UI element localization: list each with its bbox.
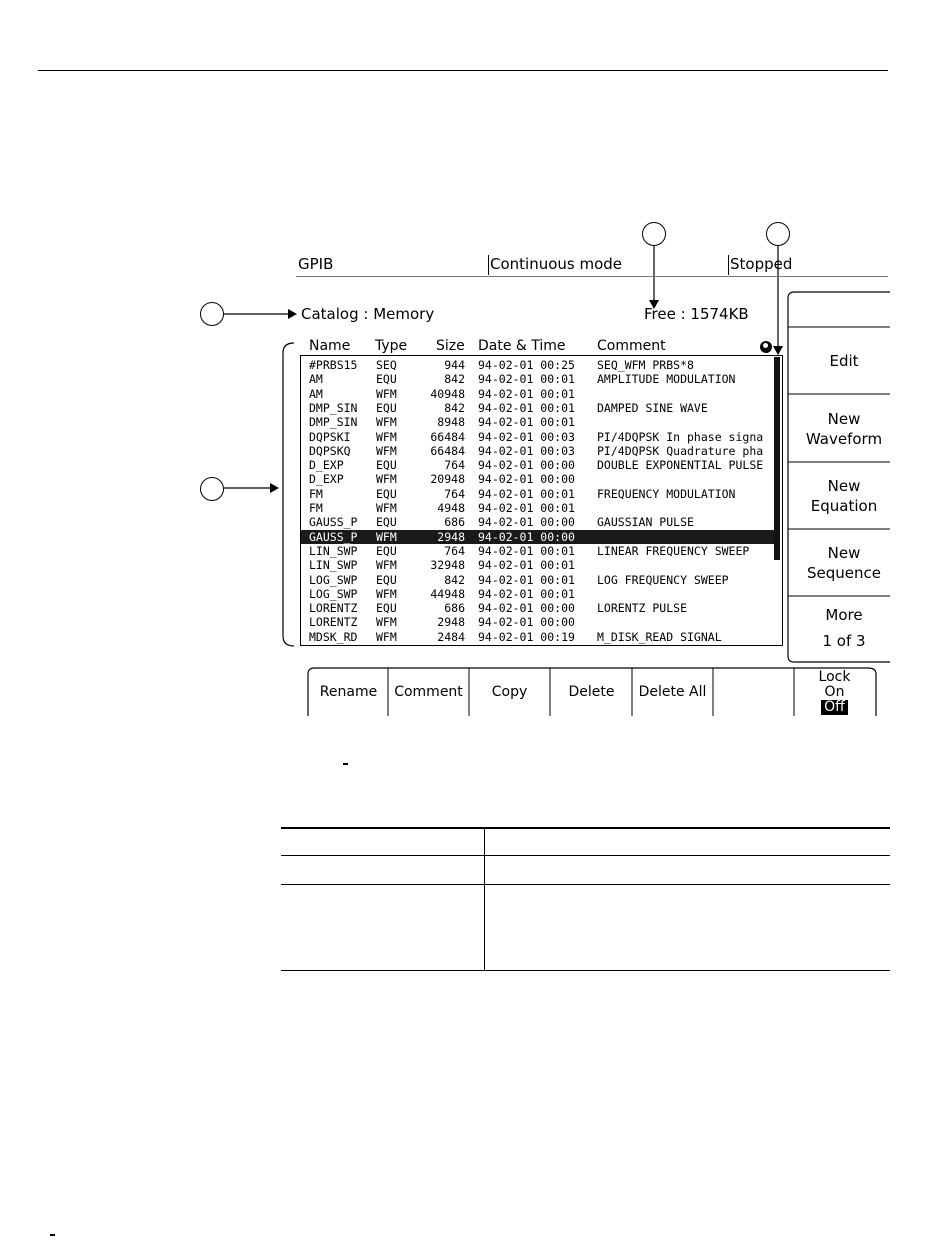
file-row[interactable] — [301, 601, 774, 615]
file-row[interactable] — [301, 358, 774, 372]
file-row[interactable] — [301, 615, 774, 629]
stray-mark — [343, 763, 348, 765]
column-header-type: Type — [375, 338, 408, 354]
file-type: WFM — [376, 529, 397, 544]
copy-label: Copy — [491, 684, 528, 700]
file-size: 40948 — [430, 386, 465, 401]
file-size: 44948 — [430, 586, 465, 601]
file-date: 94-02-01 00:01 — [478, 486, 575, 501]
file-date: 94-02-01 00:03 — [478, 429, 575, 444]
file-date: 94-02-01 00:01 — [478, 415, 575, 430]
file-name: GAUSS_P — [309, 515, 358, 530]
file-comment: SEQ_WFM PRBS*8 — [597, 358, 694, 372]
new-equation-label-1: New — [827, 477, 861, 495]
file-comment: DAMPED SINE WAVE — [597, 400, 708, 415]
file-row[interactable] — [301, 387, 774, 401]
file-size: 686 — [444, 601, 465, 616]
empty-softkey[interactable] — [713, 668, 794, 716]
lock-on-option: On — [824, 683, 845, 700]
file-comment: LORENTZ PULSE — [597, 601, 688, 616]
file-type: WFM — [376, 615, 397, 630]
file-type: WFM — [376, 501, 397, 515]
file-name: LORENTZ — [309, 601, 358, 616]
file-row[interactable] — [301, 472, 774, 486]
status-bar-underline — [296, 276, 888, 277]
file-size: 20948 — [430, 472, 465, 487]
lock-label: Lock — [818, 668, 851, 685]
file-type: WFM — [376, 429, 397, 444]
file-date: 94-02-01 00:25 — [478, 358, 575, 372]
file-size: 764 — [444, 543, 465, 558]
file-name: D_EXP — [309, 458, 344, 473]
catalog-title: Catalog : Memory — [301, 305, 435, 323]
file-date: 94-02-01 00:00 — [478, 472, 575, 487]
file-date: 94-02-01 00:01 — [478, 372, 575, 387]
file-type: EQU — [376, 601, 397, 616]
file-type: WFM — [376, 415, 397, 430]
file-date: 94-02-01 00:01 — [478, 572, 575, 587]
file-row[interactable] — [301, 587, 774, 601]
edit-button[interactable] — [788, 328, 900, 394]
free-memory: Free : 1574KB — [644, 305, 749, 323]
file-type: SEQ — [376, 358, 397, 372]
file-size: 842 — [444, 400, 465, 415]
file-type: EQU — [376, 400, 397, 415]
new-equation-button[interactable] — [788, 463, 900, 529]
copy-button[interactable] — [469, 668, 550, 716]
file-type: WFM — [376, 558, 397, 573]
file-size: 2948 — [437, 615, 465, 630]
comment-button[interactable] — [388, 668, 469, 716]
file-name: DMP_SIN — [309, 400, 358, 415]
file-date: 94-02-01 00:00 — [478, 529, 575, 544]
new-sequence-button[interactable] — [788, 530, 900, 596]
more-label: More — [825, 606, 863, 624]
rename-button[interactable] — [308, 668, 389, 716]
lock-indicator-icon — [760, 341, 772, 353]
file-date: 94-02-01 00:03 — [478, 443, 575, 458]
file-type: EQU — [376, 372, 397, 387]
new-waveform-button[interactable] — [788, 395, 900, 462]
status-divider — [728, 255, 729, 275]
file-type: EQU — [376, 515, 397, 530]
delete-all-label: Delete All — [638, 684, 707, 700]
file-name: AM — [309, 372, 323, 387]
file-row[interactable] — [301, 530, 774, 544]
file-name: FM — [309, 501, 323, 515]
new-waveform-label-2: Waveform — [805, 429, 883, 448]
file-size: 686 — [444, 515, 465, 530]
file-date: 94-02-01 00:01 — [478, 586, 575, 601]
file-size: 4948 — [437, 501, 465, 515]
comment-label: Comment — [394, 684, 463, 700]
file-name: D_EXP — [309, 472, 344, 487]
file-size: 66484 — [430, 429, 465, 444]
file-size: 2484 — [437, 629, 465, 644]
file-name: LORENTZ — [309, 615, 358, 630]
file-size: 2948 — [437, 529, 465, 544]
column-header-comment: Comment — [597, 338, 666, 354]
file-type: EQU — [376, 572, 397, 587]
file-row[interactable] — [301, 515, 774, 529]
file-date: 94-02-01 00:00 — [478, 458, 575, 473]
delete-button[interactable] — [551, 668, 632, 716]
file-size: 944 — [444, 358, 465, 372]
file-size: 842 — [444, 572, 465, 587]
file-row[interactable] — [301, 544, 774, 558]
column-header-size: Size — [436, 338, 465, 354]
file-date: 94-02-01 00:01 — [478, 558, 575, 573]
file-name: LIN_SWP — [309, 543, 358, 558]
column-header-date: Date & Time — [478, 338, 566, 354]
file-size: 764 — [444, 458, 465, 473]
file-date: 94-02-01 00:01 — [478, 386, 575, 401]
status-run-state: Stopped — [730, 255, 793, 273]
file-comment: PI/4DQPSK Quadrature pha — [597, 443, 764, 458]
table-column-divider — [484, 828, 485, 970]
delete-label: Delete — [568, 684, 615, 700]
file-row[interactable] — [301, 444, 774, 458]
file-row[interactable] — [301, 401, 774, 415]
file-type: WFM — [376, 386, 397, 401]
file-type: EQU — [376, 486, 397, 501]
file-date: 94-02-01 00:00 — [478, 601, 575, 616]
new-sequence-label-1: New — [827, 544, 861, 562]
file-row[interactable] — [301, 372, 774, 386]
more-page-indicator: 1 of 3 — [822, 632, 866, 650]
file-name: MDSK_RD — [309, 629, 358, 644]
status-mode: Continuous mode — [490, 255, 623, 273]
rename-label: Rename — [319, 684, 378, 700]
file-row[interactable] — [301, 430, 774, 444]
file-comment: LOG FREQUENCY SWEEP — [597, 572, 729, 587]
file-date: 94-02-01 00:00 — [478, 615, 575, 630]
table-header-rule — [281, 855, 890, 856]
table-row-rule — [281, 884, 890, 885]
file-date: 94-02-01 00:01 — [478, 543, 575, 558]
file-name: LOG_SWP — [309, 572, 358, 587]
file-date: 94-02-01 00:01 — [478, 400, 575, 415]
file-row[interactable] — [301, 630, 774, 644]
lock-off-option: Off — [821, 700, 848, 715]
file-type: WFM — [376, 629, 397, 644]
file-size: 66484 — [430, 443, 465, 458]
file-size: 764 — [444, 486, 465, 501]
file-date: 94-02-01 00:19 — [478, 629, 575, 644]
file-comment: FREQUENCY MODULATION — [597, 486, 736, 501]
file-name: FM — [309, 486, 323, 501]
table-bottom-rule — [281, 970, 890, 971]
file-type: WFM — [376, 472, 397, 487]
file-size: 32948 — [430, 558, 465, 573]
file-name: DMP_SIN — [309, 415, 358, 430]
new-sequence-label-2: Sequence — [807, 564, 881, 582]
file-size: 8948 — [437, 415, 465, 430]
file-row[interactable] — [301, 501, 774, 515]
file-date: 94-02-01 00:00 — [478, 515, 575, 530]
file-comment: AMPLITUDE MODULATION — [597, 372, 736, 387]
file-name: LIN_SWP — [309, 558, 358, 573]
file-name: AM — [309, 386, 323, 401]
file-type: EQU — [376, 458, 397, 473]
column-header-name: Name — [309, 338, 351, 354]
file-row[interactable] — [301, 458, 774, 472]
file-type: EQU — [376, 543, 397, 558]
file-comment: GAUSSIAN PULSE — [597, 515, 694, 530]
file-comment: M_DISK_READ SIGNAL — [597, 629, 722, 644]
file-comment: LINEAR FREQUENCY SWEEP — [597, 543, 750, 558]
new-waveform-label-1: New — [827, 409, 861, 428]
file-comment: PI/4DQPSK In phase signa — [597, 429, 764, 444]
file-list[interactable] — [300, 355, 783, 646]
delete-all-button[interactable] — [632, 668, 713, 716]
stray-mark — [50, 1234, 55, 1236]
status-remote: GPIB — [298, 255, 334, 273]
file-row[interactable] — [301, 487, 774, 501]
lock-toggle-button[interactable] — [794, 668, 875, 716]
file-name: GAUSS_P — [309, 529, 358, 544]
file-row[interactable] — [301, 415, 774, 429]
file-name: DQPSKI — [309, 429, 351, 444]
file-size: 842 — [444, 372, 465, 387]
status-divider — [488, 255, 489, 275]
edit-button-label: Edit — [829, 352, 859, 370]
file-row[interactable] — [301, 573, 774, 587]
file-date: 94-02-01 00:01 — [478, 501, 575, 515]
file-name: LOG_SWP — [309, 586, 358, 601]
table-top-rule — [281, 827, 890, 829]
new-equation-label-2: Equation — [810, 497, 878, 515]
file-row[interactable] — [301, 558, 774, 572]
file-name: #PRBS15 — [309, 358, 358, 372]
file-name: DQPSKQ — [309, 443, 351, 458]
file-comment: DOUBLE EXPONENTIAL PULSE — [597, 458, 764, 473]
more-button[interactable] — [788, 597, 900, 659]
file-type: WFM — [376, 443, 397, 458]
file-type: WFM — [376, 586, 397, 601]
